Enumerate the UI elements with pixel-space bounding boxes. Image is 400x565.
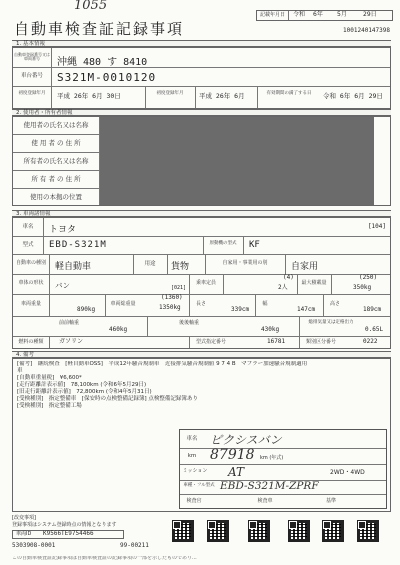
weight-value: 890kg — [77, 306, 96, 313]
expiry-label: 有効期間の満了する日 — [266, 91, 312, 96]
height-value: 189cm — [363, 306, 382, 313]
document-title: 自動車検査証記録事項 — [14, 20, 185, 38]
hw-inspector-label: 検査官 — [186, 498, 202, 504]
capacity-sub: (4) — [283, 274, 294, 281]
gross-value: 1350kg — [159, 304, 181, 311]
model-value: EBD-S321M — [49, 240, 107, 250]
footer-code-right: 99-00211 — [120, 542, 149, 549]
category-value: 0222 — [363, 338, 378, 345]
qr-code — [248, 520, 270, 542]
qr-code — [207, 520, 229, 542]
body-code: [021] — [171, 285, 187, 291]
length-value: 339cm — [231, 306, 250, 313]
owner-row-user-address: 使 用 者 の 住 所 — [31, 139, 81, 147]
note-line: [自動車重量税] ¥6,600* — [17, 375, 82, 381]
reg-number-value: 沖縄 480 す 8410 — [57, 57, 148, 68]
category-label: 類別区分番号 — [305, 339, 336, 345]
business-value: 自家用 — [291, 262, 319, 272]
note-line: [受検種別] 指定整備車 [保安時の点検整備記録簿] 点検整備記録簿あり — [17, 396, 198, 402]
footer-info-title: [改変事項] — [12, 515, 36, 521]
hw-km-label: km — [187, 453, 197, 459]
maker-value: トヨタ — [49, 225, 77, 235]
first-reg-value: 平成 26年 6月 30日 — [57, 92, 121, 100]
handwritten-inspection-box — [179, 429, 387, 509]
business-label: 自家用・事業用の別 — [222, 260, 268, 266]
document-number: 1001240147398 — [343, 27, 390, 34]
hw-name-label: 車名 — [186, 436, 198, 442]
displacement-label: 総排気量又は定格出力 — [308, 320, 354, 325]
body-value: バン — [55, 281, 70, 290]
owner-row-user-name: 使用者の氏名又は名称 — [23, 121, 89, 129]
issue-date-day: 29日 — [363, 11, 377, 18]
engine-label: 原動機の型式 — [209, 241, 237, 246]
issue-date-month: 5月 — [337, 11, 347, 18]
weight-label: 車両重量 — [20, 301, 41, 307]
note-line: [旧走行距離計表示値] 72,800km (令和4年5月31日) — [17, 389, 152, 395]
hw-name-value: ピクシスバン — [210, 433, 282, 447]
displacement-value: 0.65L — [365, 326, 384, 333]
load-label: 最大積載量 — [301, 280, 327, 286]
note-line: [受検種別] 指定整備工場 — [17, 403, 82, 409]
model-label: 型式 — [22, 242, 34, 248]
designation-value: 16781 — [267, 338, 286, 345]
width-value: 147cm — [297, 306, 316, 313]
width-label: 幅 — [262, 301, 268, 307]
capacity-value: 2人 — [278, 284, 288, 291]
note-line: 車 — [17, 368, 23, 374]
redacted-owner-block — [100, 117, 374, 205]
qr-code — [172, 520, 194, 542]
use-label: 用途 — [144, 261, 156, 267]
qr-code — [357, 520, 379, 542]
issue-date-label: 記載年月日 — [260, 12, 286, 18]
load-value: 350kg — [353, 284, 372, 291]
hw-mission-value: AT — [228, 465, 245, 479]
first-reg-ym-value: 平成 26年 6月 — [199, 92, 245, 100]
rear-axle-label: 後後軸重 — [178, 320, 199, 326]
owner-row-owner-address: 所 有 者 の 住 所 — [31, 175, 81, 183]
maker-code: [104] — [367, 223, 386, 230]
note-line: [走行距離計表示値] 78,100km (令和6年5月29日) — [17, 382, 147, 388]
qr-code — [288, 520, 310, 542]
front-axle-label: 前前軸重 — [58, 320, 79, 326]
capacity-label: 乗車定員 — [195, 280, 216, 286]
designation-label: 型式指定番号 — [195, 339, 226, 345]
footer-bottom-text: この自動車検査証記録事項は自動車検査証の記録事項の一部を示したものであり... — [12, 556, 197, 561]
hw-mission-label: ミッション — [182, 468, 208, 474]
hw-full-model-value: EBD-S321M-ZPRF — [220, 480, 319, 492]
hw-km-value: 87918 — [210, 447, 255, 463]
owner-row-owner-name: 所有者の氏名又は名称 — [23, 157, 89, 165]
front-axle-value: 460kg — [109, 326, 128, 333]
basic-info-table — [12, 47, 391, 109]
load-sub: (250) — [359, 274, 378, 281]
issue-date-box — [256, 10, 393, 21]
reg-number-label: 自動車登録番号又は車両番号 — [14, 52, 50, 62]
owner-row-base-location: 使用の本拠の位置 — [30, 193, 82, 201]
notes-box — [12, 358, 391, 512]
vehicle-id-box — [12, 530, 124, 539]
kind-value: 軽自動車 — [55, 262, 92, 272]
fuel-label: 燃料の種類 — [18, 339, 44, 345]
maker-label: 車名 — [22, 224, 34, 230]
chassis-value: S321M-0010120 — [57, 71, 157, 84]
kind-label: 自動車の種別 — [15, 260, 46, 266]
vehicle-table — [12, 217, 391, 349]
qr-code — [322, 520, 344, 542]
hw-full-model-label: 車種・フル型式 — [183, 483, 215, 488]
use-value: 貨物 — [171, 262, 190, 272]
section-notes: 4. 備考 — [12, 351, 391, 358]
length-label: 長さ — [195, 301, 206, 307]
gross-sub: (1360) — [161, 294, 183, 301]
vehicle-id-value: K9566TE9754466 — [43, 530, 94, 537]
hw-km-unit: km (年式) — [260, 455, 284, 461]
section-basic-info: 1. 基本情報 — [12, 40, 391, 47]
engine-value: KF — [249, 240, 260, 250]
footer-info-line: 登録事項はシステム登録時点の情報となります — [12, 522, 117, 528]
owner-table — [12, 116, 391, 206]
fuel-value: ガソリン — [59, 338, 84, 345]
note-line: [備考] 継続検査 [軽自動車OSS] 平成12年騒音規制車 近接排気騒音規制値 9 7 4 B マフラー加速騒音規制適用 — [17, 361, 308, 367]
chassis-label: 車台番号 — [20, 73, 43, 79]
hw-standard-label: 基準 — [325, 498, 336, 504]
hw-inspection-car-label: 検査車 — [257, 498, 273, 504]
first-reg-ym-label: 初度登録年月 — [156, 91, 184, 96]
section-vehicle-info: 3. 車両諸情報 — [12, 210, 391, 217]
issue-date-era: 令和 — [293, 11, 306, 18]
footer-code-left: 5303908-0001 — [12, 542, 56, 549]
rear-axle-value: 430kg — [261, 326, 280, 333]
expiry-value: 令和 6年 6月 29日 — [323, 92, 383, 100]
height-label: 高さ — [329, 301, 340, 307]
gross-label: 車両総重量 — [110, 301, 136, 307]
first-reg-label: 初度登録年月 — [18, 91, 46, 96]
hw-drive-value: 2WD・4WD — [330, 469, 365, 476]
body-label: 車体の形状 — [18, 280, 44, 286]
issue-date-year: 6年 — [313, 11, 323, 18]
handwritten-note: 1055 — [74, 0, 108, 13]
section-owner-info: 2. 使用者・所有者情報 — [12, 109, 391, 116]
vehicle-id-label: 車両ID — [16, 531, 32, 537]
